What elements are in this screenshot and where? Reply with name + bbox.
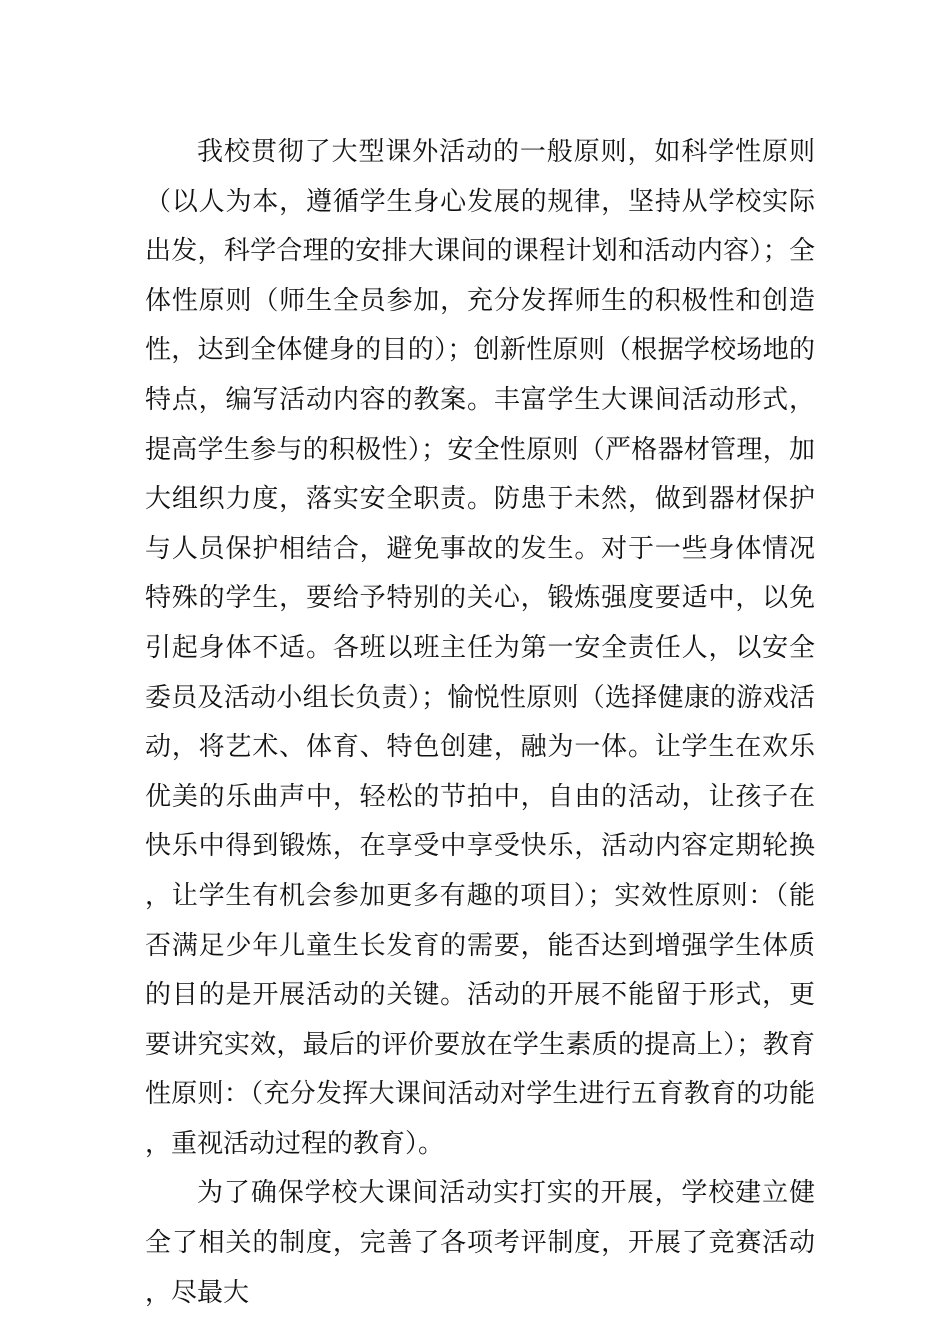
paragraph-principles: 我校贯彻了大型课外活动的一般原则，如科学性原则（以人为本，遵循学生身心发展的规律，坚持从学校实际出发，科学合理的安排大课间的课程计划和活动内容）；全体性原则（师生全员参加，充分发挥师生的积极性和创造性，达到全体健身的目的）；创新性原则（根据学校场地的特点，编写活动内容的教案。丰富学生大课间活动形式，提高学生参与的积极性）；安全性原则（严格器材管理，加大组织力度，落实安全职责。防患于未然，做到器材保护与人员保护相结合，避免事故的发生。对于一些身体情况特殊的学生，要给予特别的关心，锻炼强度要适中，以免引起身体不适。各班以班主任为第一安全责任人，以安全委员及活动小组长负责）；愉悦性原则（选择健康的游戏活动，将艺术、体育、特色创建，融为一体。让学生在欢乐优美的乐曲声中，轻松的节拍中，自由的活动，让孩子在快乐中得到锻炼，在享受中享受快乐，活动内容定期轮换，让学生有机会参加更多有趣的项目）；实效性原则：（能否满足少年儿童生长发育的需要，能否达到增强学生体质的目的是开展活动的关键。活动的开展不能留于形式，更要讲究实效，最后的评价要放在学生素质的提高上）；教育性原则：（充分发挥大课间活动对学生进行五育教育的功能，重视活动过程的教育）。 [145,137,815,1159]
paragraph-assurance: 为了确保学校大课间活动实打实的开展，学校建立健全了相关的制度，完善了各项考评制度，开展了竞赛活动，尽最大 [145,1178,815,1308]
document-page [145,128,815,1318]
